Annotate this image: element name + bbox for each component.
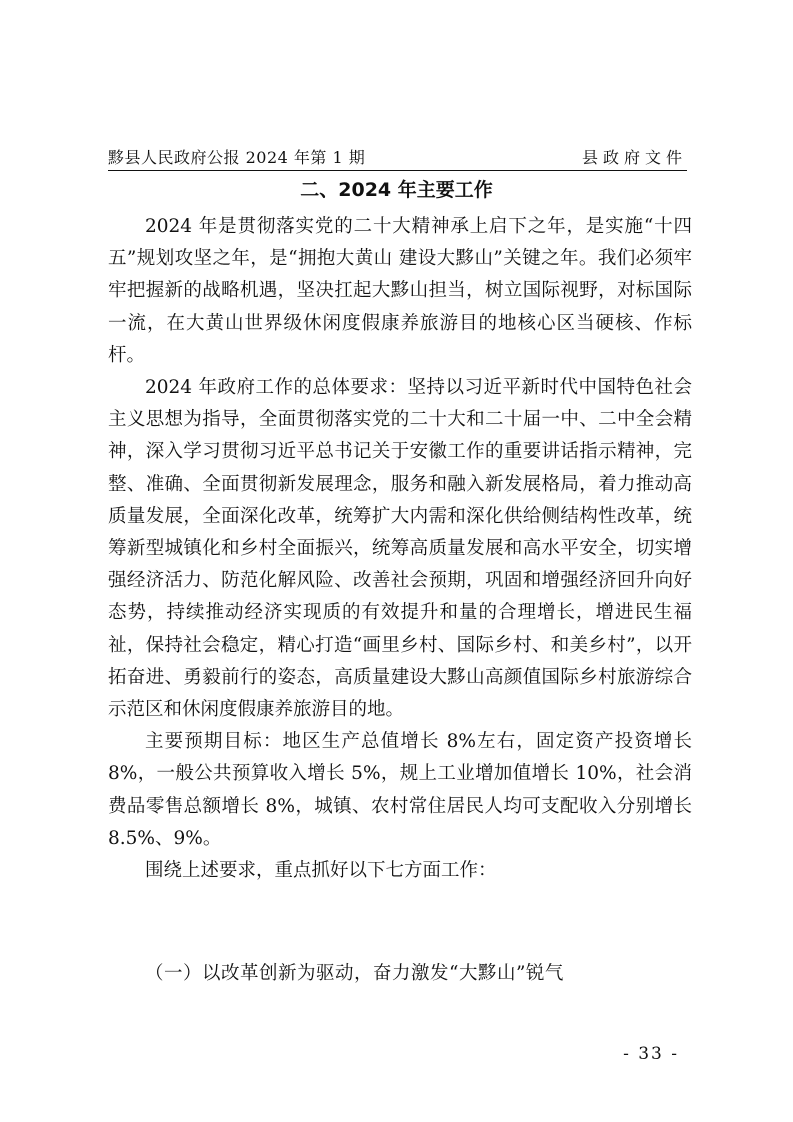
subsection-title: （一）以改革创新为驱动，奋力激发“大黟山”锐气 [145, 963, 564, 984]
paragraph-intro: 2024 年是贯彻落实党的二十大精神承上启下之年，是实施“十四五”规划攻坚之年，是“拥抱大黄山 建设大黟山”关键之年。我们必须牢牢把握新的战略机遇，坚决扛起大黟山担当，树立国际视野，对标国际一流，在大黄山世界级休闲度假康养旅游目的地核心区当硬核、作标杆。 [108, 216, 692, 366]
bulletin-title: 黟县人民政府公报 2024 年第 1 期 [108, 148, 366, 167]
page-header [108, 140, 687, 168]
section-title: 二、2024 年主要工作 [300, 179, 493, 201]
paragraph-general-requirements: 2024 年政府工作的总体要求：坚持以习近平新时代中国特色社会主义思想为指导，全面贯彻落实党的二十大和二十届一中、二中全会精神，深入学习贯彻习近平总书记关于安徽工作的重要讲话指示精神，完整、准确、全面贯彻新发展理念，服务和融入新发展格局，着力推动高质量发展，全面深化改革，统筹扩大内需和深化供给侧结构性改革，统筹新型城镇化和乡村全面振兴，统筹高质量发展和高水平安全，切实增强经济活力、防范化解风险、改善社会预期，巩固和增强经济回升向好态势，持续推动经济实现质的有效提升和量的合理增长，增进民生福祉，保持社会稳定，精心打造“画里乡村、国际乡村、和美乡村”，以开拓奋进、勇毅前行的姿态，高质量建设大黟山高颜值国际乡村旅游综合示范区和休闲度假康养旅游目的地。 [108, 377, 692, 721]
document-body [108, 211, 692, 887]
header-divider [108, 170, 687, 171]
page-number: - 33 - [623, 1044, 679, 1064]
document-category: 县政府文件 [581, 148, 687, 167]
paragraph-targets: 主要预期目标：地区生产总值增长 8%左右，固定资产投资增长 8%，一般公共预算收入增长 5%，规上工业增加值增长 10%，社会消费品零售总额增长 8%，城镇、农村常住居民人均可支配收入分别增长 8.5%、9%。 [108, 731, 692, 849]
paragraph-focus: 围绕上述要求，重点抓好以下七方面工作： [145, 860, 497, 882]
